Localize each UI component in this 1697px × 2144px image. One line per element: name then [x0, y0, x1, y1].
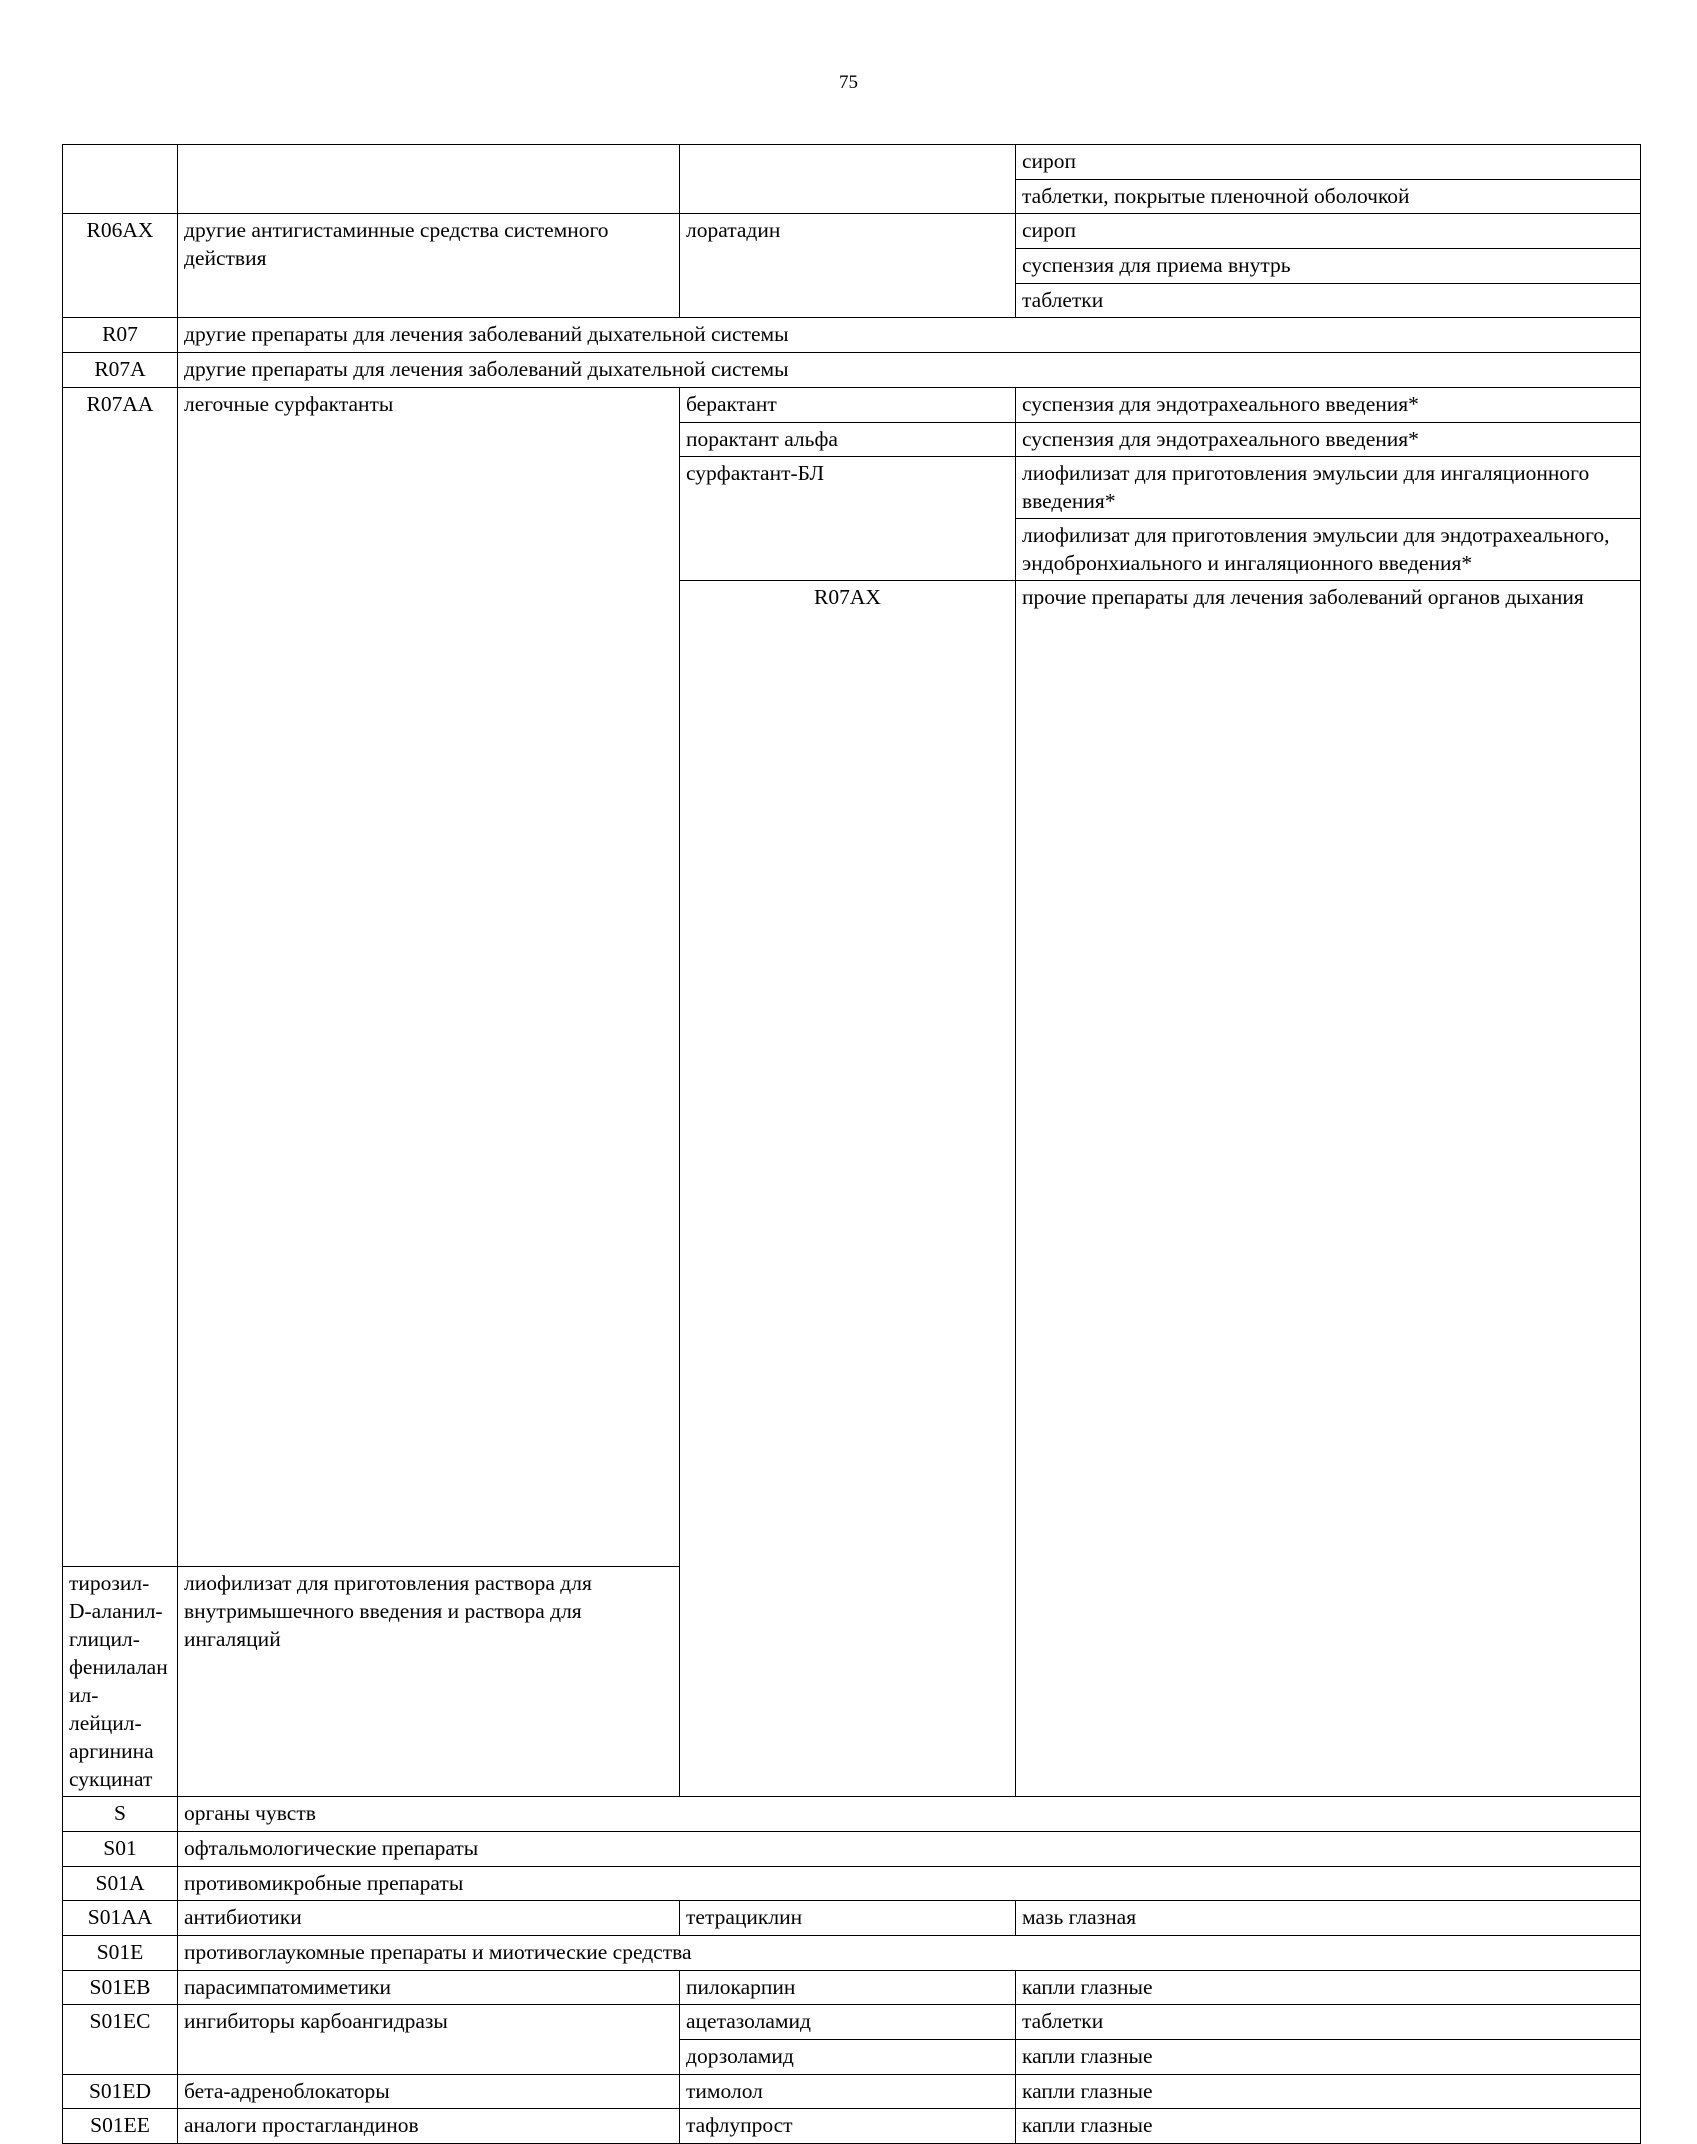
drug-name-cell: тимолол [680, 2074, 1016, 2109]
dosage-form-cell: лиофилизат для приготовления эмульсии для эндотрахеального, эндобронхиального и ингаляционного введения* [1016, 519, 1641, 581]
table-row [63, 1797, 1641, 1832]
dosage-form-cell: капли глазные [1016, 2074, 1641, 2109]
group-cell: противомикробные препараты [178, 1866, 1641, 1901]
atc-code-cell: S01EE [63, 2109, 178, 2144]
drug-name-cell [680, 145, 1016, 214]
dosage-form-cell: суспензия для эндотрахеального введения* [1016, 422, 1641, 457]
table-row [63, 2074, 1641, 2109]
atc-code-cell: R07AX [680, 581, 1016, 1797]
group-cell: прочие препараты для лечения заболеваний органов дыхания [1016, 581, 1641, 1797]
dosage-form-cell: таблетки [1016, 2005, 1641, 2040]
atc-code-cell: R07A [63, 353, 178, 388]
group-cell: аналоги простагландинов [178, 2109, 680, 2144]
group-cell: парасимпатомиметики [178, 1970, 680, 2005]
atc-code-cell: S01 [63, 1831, 178, 1866]
dosage-form-cell: капли глазные [1016, 2040, 1641, 2075]
table-row [63, 387, 1641, 422]
table-row [63, 1970, 1641, 2005]
dosage-form-cell: капли глазные [1016, 1970, 1641, 2005]
table-row [63, 318, 1641, 353]
dosage-form-cell: таблетки, покрытые пленочной оболочкой [1016, 179, 1641, 214]
dosage-form-cell: суспензия для приема внутрь [1016, 249, 1641, 284]
group-cell: противоглаукомные препараты и миотические средства [178, 1935, 1641, 1970]
drug-name-cell: ацетазоламид [680, 2005, 1016, 2040]
atc-code-cell: R06AX [63, 214, 178, 318]
table-row [63, 145, 1641, 180]
drug-name-cell: пилокарпин [680, 1970, 1016, 2005]
dosage-form-cell: мазь глазная [1016, 1901, 1641, 1936]
table-row [63, 2109, 1641, 2144]
dosage-form-cell: капли глазные [1016, 2109, 1641, 2144]
table-row [63, 1866, 1641, 1901]
drug-name-cell: лоратадин [680, 214, 1016, 318]
dosage-form-cell: лиофилизат для приготовления эмульсии для ингаляционного введения* [1016, 457, 1641, 519]
group-cell: другие препараты для лечения заболеваний дыхательной системы [178, 353, 1641, 388]
table-row [63, 2005, 1641, 2040]
drug-name-cell: порактант альфа [680, 422, 1016, 457]
drug-name-cell: берактант [680, 387, 1016, 422]
atc-code-cell: R07AA [63, 387, 178, 1566]
table-row [63, 1935, 1641, 1970]
drug-name-cell: дорзоламид [680, 2040, 1016, 2075]
dosage-form-cell: сироп [1016, 214, 1641, 249]
dosage-form-cell: лиофилизат для приготовления раствора для внутримышечного введения и раствора для ингаляций [178, 1567, 680, 1797]
group-cell: ингибиторы карбоангидразы [178, 2005, 680, 2074]
drug-name-cell: тирозил-D-аланил-глицил-фенилаланил-лейцил-аргинина сукцинат [63, 1567, 178, 1797]
drug-name-cell: тетрациклин [680, 1901, 1016, 1936]
atc-code-cell [63, 145, 178, 214]
table-row [63, 214, 1641, 249]
drug-name-cell: тафлупрост [680, 2109, 1016, 2144]
atc-code-cell: S01EB [63, 1970, 178, 2005]
group-cell [178, 145, 680, 214]
group-cell: легочные сурфактанты [178, 387, 680, 1566]
table-row [63, 1831, 1641, 1866]
group-cell: бета-адреноблокаторы [178, 2074, 680, 2109]
dosage-form-cell: суспензия для эндотрахеального введения* [1016, 387, 1641, 422]
dosage-form-cell: сироп [1016, 145, 1641, 180]
atc-code-cell: S01A [63, 1866, 178, 1901]
atc-code-cell: S01ED [63, 2074, 178, 2109]
group-cell: другие препараты для лечения заболеваний дыхательной системы [178, 318, 1641, 353]
drug-name-cell: сурфактант-БЛ [680, 457, 1016, 581]
drug-list-table [62, 144, 1641, 2144]
atc-code-cell: R07 [63, 318, 178, 353]
group-cell: офтальмологические препараты [178, 1831, 1641, 1866]
table-row [63, 1901, 1641, 1936]
atc-code-cell: S01AA [63, 1901, 178, 1936]
table-row [63, 353, 1641, 388]
atc-code-cell: S01E [63, 1935, 178, 1970]
group-cell: антибиотики [178, 1901, 680, 1936]
group-cell: другие антигистаминные средства системного действия [178, 214, 680, 318]
atc-code-cell: S [63, 1797, 178, 1832]
atc-code-cell: S01EC [63, 2005, 178, 2074]
dosage-form-cell: таблетки [1016, 283, 1641, 318]
group-cell: органы чувств [178, 1797, 1641, 1832]
page-number: 75 [839, 72, 858, 93]
